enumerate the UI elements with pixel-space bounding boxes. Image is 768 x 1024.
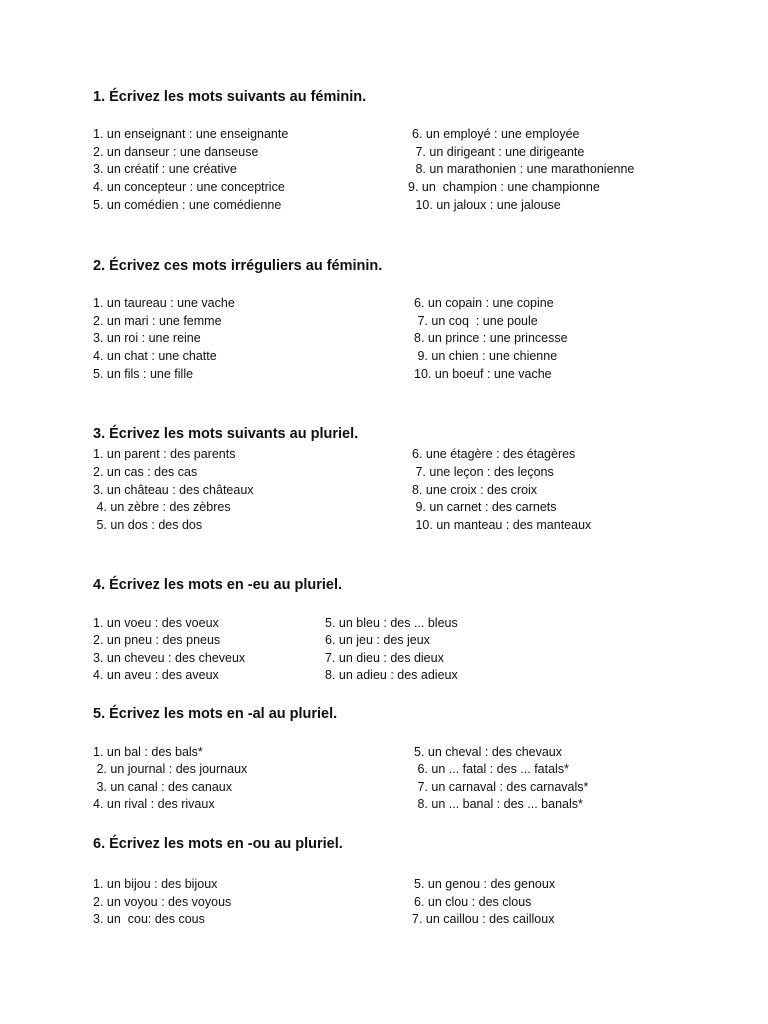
section-1-item-3: 3. un créatif : une créative bbox=[93, 162, 237, 176]
section-5-item-7: 7. un carnaval : des carnavals* bbox=[414, 780, 589, 794]
section-6-item-3: 3. un cou: des cous bbox=[93, 912, 205, 926]
section-4-item-8: 8. un adieu : des adieux bbox=[325, 668, 458, 682]
section-1-item-1: 1. un enseignant : une enseignante bbox=[93, 127, 289, 141]
section-1-item-6: 6. un employé : une employée bbox=[412, 127, 580, 141]
section-2-item-6: 6. un copain : une copine bbox=[414, 296, 554, 310]
section-5-item-6: 6. un ... fatal : des ... fatals* bbox=[414, 762, 569, 776]
section-1-item-9: 9. un champion : une championne bbox=[408, 180, 600, 194]
section-2-title: 2. Écrivez ces mots irréguliers au féminin. bbox=[93, 258, 383, 274]
section-2-item-8: 8. un prince : une princesse bbox=[414, 331, 568, 345]
section-3-item-7: 7. une leçon : des leçons bbox=[412, 465, 554, 479]
section-6-item-6: 6. un clou : des clous bbox=[414, 895, 532, 909]
section-4-item-2: 2. un pneu : des pneus bbox=[93, 633, 221, 647]
section-6-item-5: 5. un genou : des genoux bbox=[414, 877, 556, 891]
section-1-title: 1. Écrivez les mots suivants au féminin. bbox=[93, 89, 367, 105]
section-3-item-1: 1. un parent : des parents bbox=[93, 447, 236, 461]
section-5-item-4: 4. un rival : des rivaux bbox=[93, 797, 215, 811]
section-6-item-7: 7. un caillou : des cailloux bbox=[412, 912, 555, 926]
section-5-item-5: 5. un cheval : des chevaux bbox=[414, 745, 563, 759]
section-1-item-5: 5. un comédien : une comédienne bbox=[93, 198, 282, 212]
section-1-item-2: 2. un danseur : une danseuse bbox=[93, 145, 259, 159]
section-4-item-6: 6. un jeu : des jeux bbox=[325, 633, 430, 647]
section-5-item-1: 1. un bal : des bals* bbox=[93, 745, 203, 759]
section-3-item-9: 9. un carnet : des carnets bbox=[412, 500, 557, 514]
section-3-item-5: 5. un dos : des dos bbox=[93, 518, 203, 532]
section-3-item-10: 10. un manteau : des manteaux bbox=[412, 518, 592, 532]
section-2-item-4: 4. un chat : une chatte bbox=[93, 349, 217, 363]
section-5-item-2: 2. un journal : des journaux bbox=[93, 762, 248, 776]
section-1-item-4: 4. un concepteur : une conceptrice bbox=[93, 180, 285, 194]
section-4-item-5: 5. un bleu : des ... bleus bbox=[325, 616, 458, 630]
section-2-item-10: 10. un boeuf : une vache bbox=[414, 367, 552, 381]
section-4-item-3: 3. un cheveu : des cheveux bbox=[93, 651, 246, 665]
section-1-item-7: 7. un dirigeant : une dirigeante bbox=[412, 145, 585, 159]
section-6-item-2: 2. un voyou : des voyous bbox=[93, 895, 232, 909]
section-2-item-1: 1. un taureau : une vache bbox=[93, 296, 235, 310]
section-2-item-7: 7. un coq : une poule bbox=[414, 314, 538, 328]
section-2-item-3: 3. un roi : une reine bbox=[93, 331, 201, 345]
section-3-item-4: 4. un zèbre : des zèbres bbox=[93, 500, 231, 514]
section-5-title: 5. Écrivez les mots en -al au pluriel. bbox=[93, 706, 338, 722]
section-4-item-1: 1. un voeu : des voeux bbox=[93, 616, 219, 630]
section-4-item-4: 4. un aveu : des aveux bbox=[93, 668, 219, 682]
section-6-item-1: 1. un bijou : des bijoux bbox=[93, 877, 218, 891]
section-2-item-5: 5. un fils : une fille bbox=[93, 367, 194, 381]
section-3-title: 3. Écrivez les mots suivants au pluriel. bbox=[93, 426, 359, 442]
section-4-title: 4. Écrivez les mots en -eu au pluriel. bbox=[93, 577, 343, 593]
section-3-item-8: 8. une croix : des croix bbox=[412, 483, 538, 497]
section-3-item-2: 2. un cas : des cas bbox=[93, 465, 198, 479]
section-2-item-2: 2. un mari : une femme bbox=[93, 314, 222, 328]
section-1-item-10: 10. un jaloux : une jalouse bbox=[412, 198, 561, 212]
section-6-title: 6. Écrivez les mots en -ou au pluriel. bbox=[93, 836, 343, 852]
section-5-item-8: 8. un ... banal : des ... banals* bbox=[414, 797, 583, 811]
section-3-item-6: 6. une étagère : des étagères bbox=[412, 447, 576, 461]
section-2-item-9: 9. un chien : une chienne bbox=[414, 349, 558, 363]
section-5-item-3: 3. un canal : des canaux bbox=[93, 780, 232, 794]
section-1-item-8: 8. un marathonien : une marathonienne bbox=[412, 162, 635, 176]
section-3-item-3: 3. un château : des châteaux bbox=[93, 483, 254, 497]
section-4-item-7: 7. un dieu : des dieux bbox=[325, 651, 444, 665]
